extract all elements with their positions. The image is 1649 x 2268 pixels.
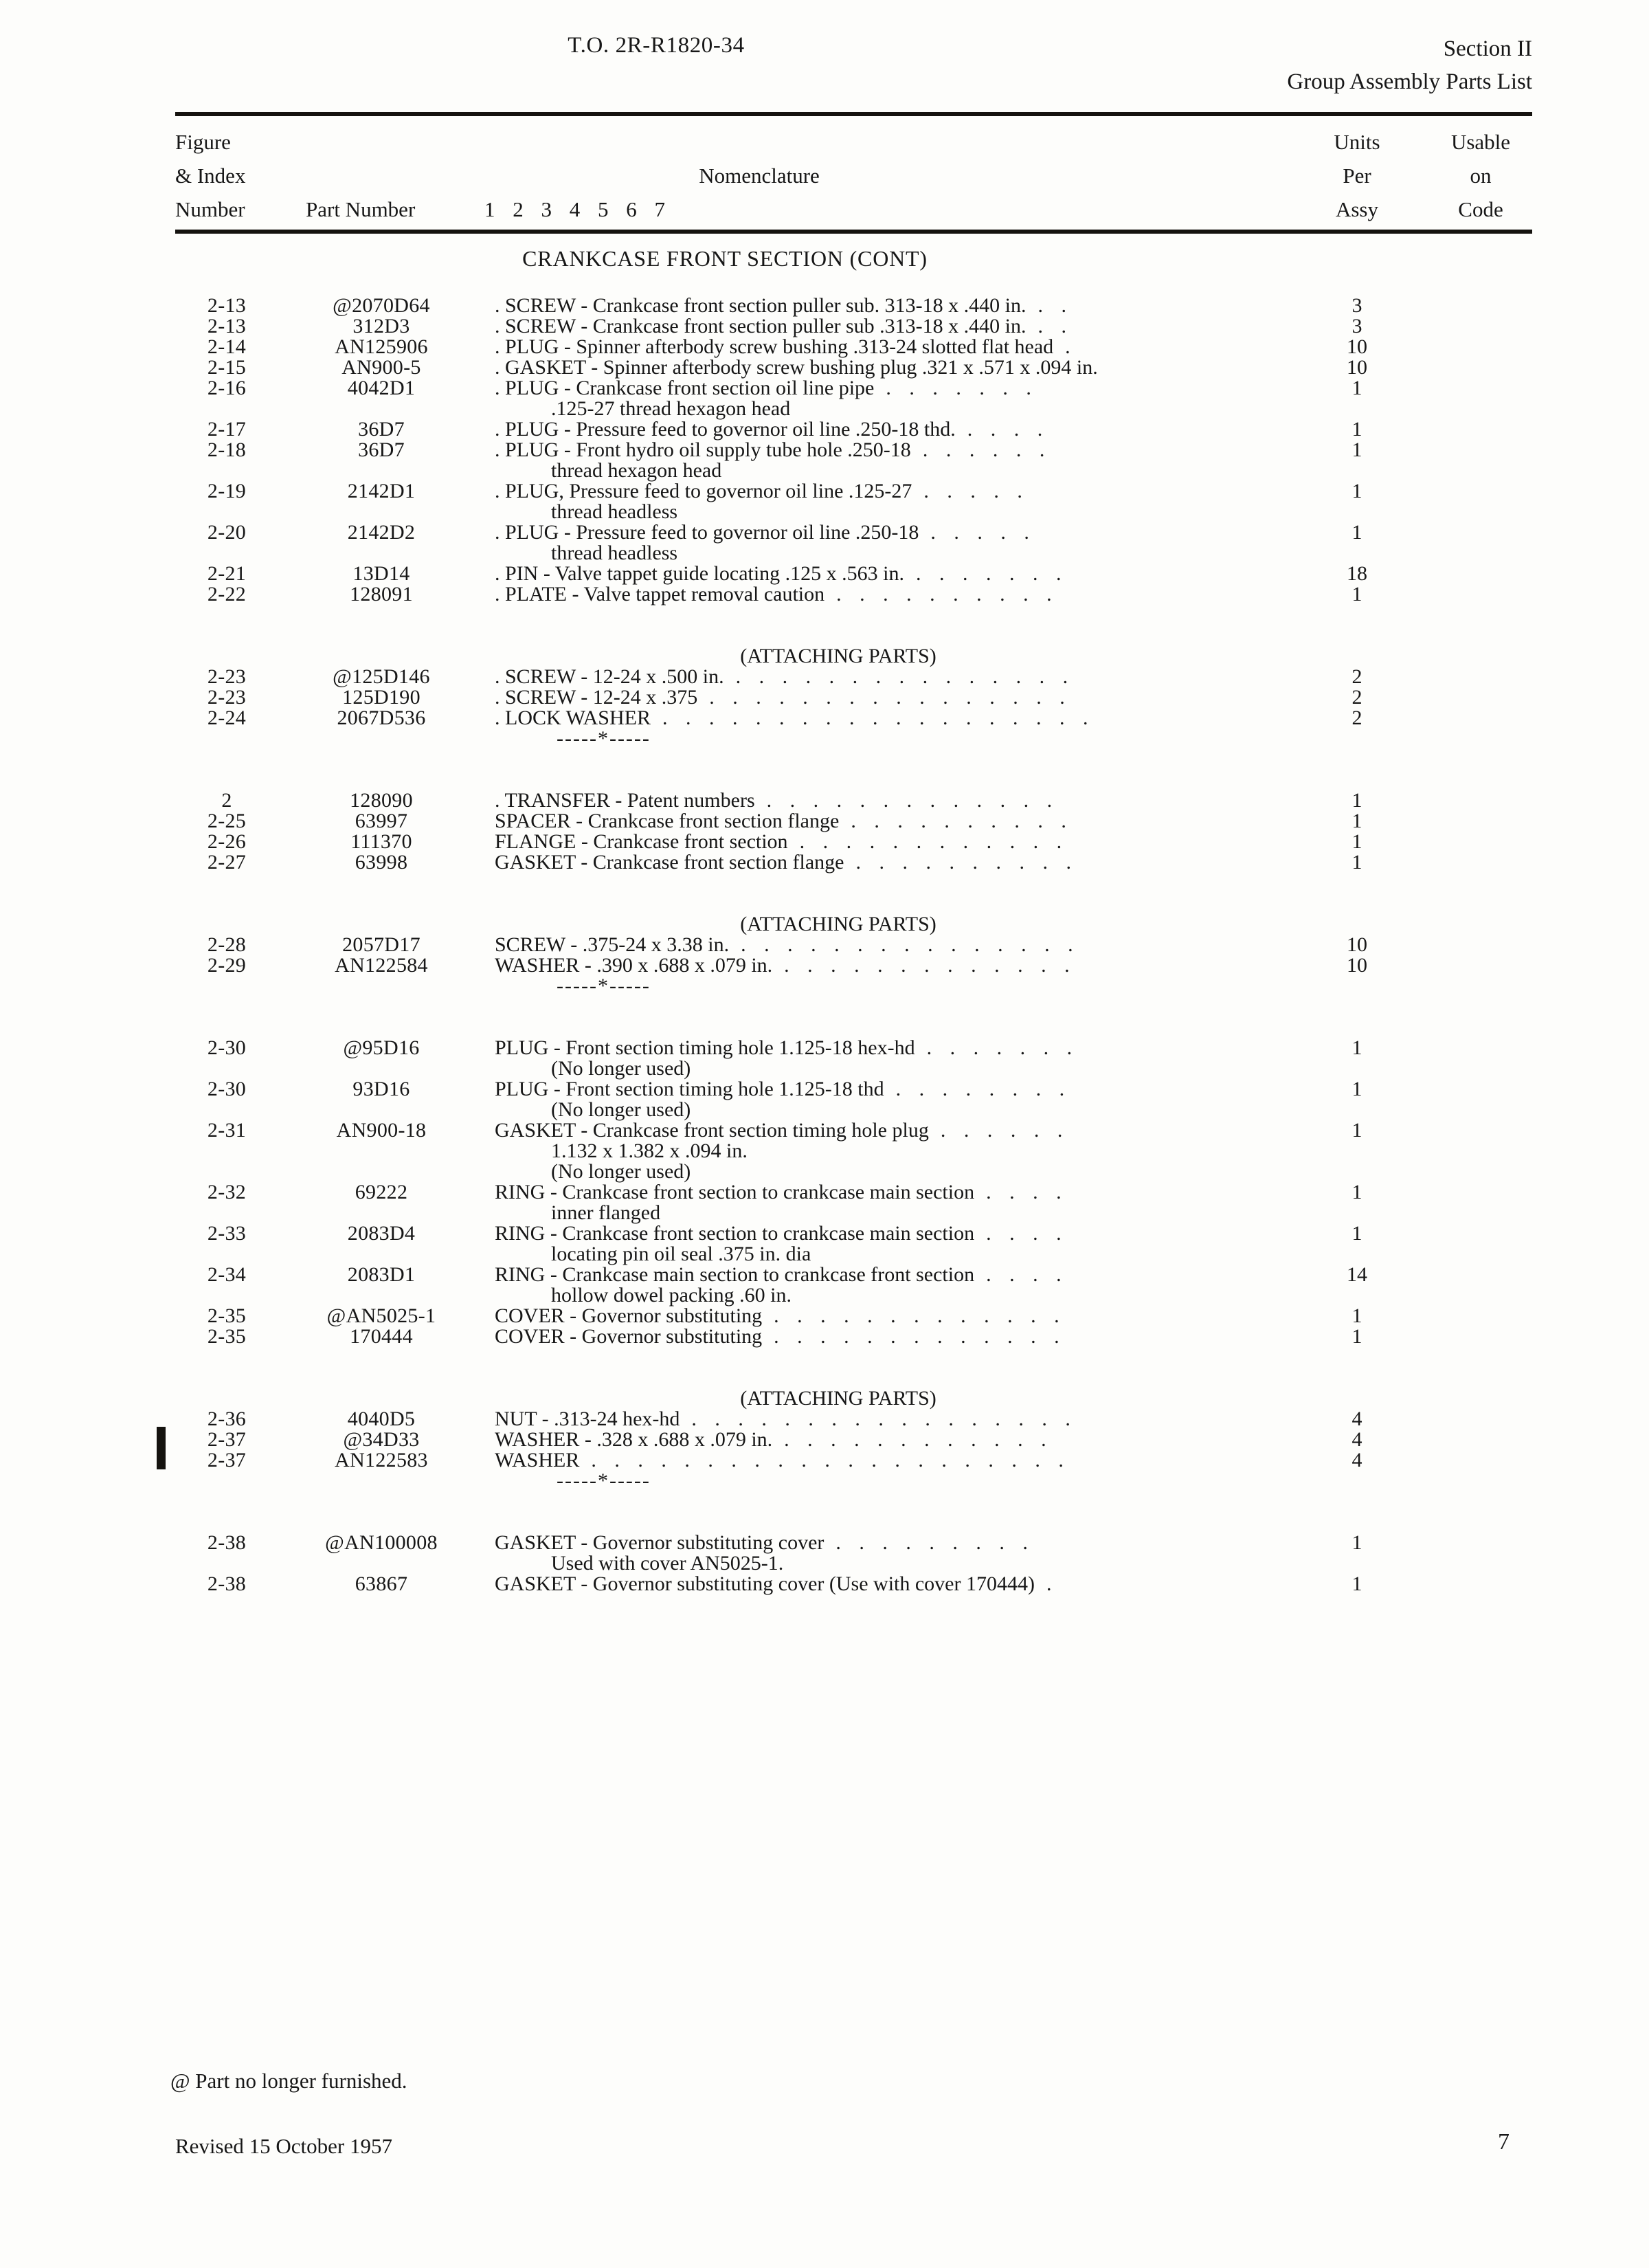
units-per-assy: 14 <box>1347 1263 1367 1286</box>
continuation-row <box>175 502 1532 522</box>
nomenclature-text: NUT - .313-24 hex-hd <box>495 1408 680 1430</box>
footnote: @ Part no longer furnished. <box>170 2069 407 2093</box>
attaching-parts-label: (ATTACHING PARTS) <box>740 1387 936 1410</box>
attaching-parts-label: (ATTACHING PARTS) <box>740 913 936 935</box>
table-row[interactable] <box>175 790 1532 811</box>
units-per-assy: 2 <box>1351 665 1362 688</box>
units-per-assy: 1 <box>1351 1304 1362 1327</box>
nomenclature-text: RING - Crankcase front section to crankcase main section <box>495 1222 975 1245</box>
nomenclature-text: COVER - Governor substituting <box>495 1325 763 1348</box>
nomenclature-text: PLUG - Front section timing hole 1.125-18 hex-hd <box>495 1036 915 1059</box>
table-row[interactable] <box>175 419 1532 440</box>
dot-leader: . . . . . . <box>928 1119 1069 1142</box>
dot-leader: . . . . . . . <box>874 377 1038 399</box>
figure-index-number: 2-17 <box>207 418 247 441</box>
dot-leader: . . . . . . . . . . . . . <box>762 1325 1066 1348</box>
part-number: @2070D64 <box>333 294 430 317</box>
figure-index-number: 2-21 <box>207 562 247 585</box>
dot-leader: . . . . . . . . . . . . . . . . . . . <box>650 707 1095 729</box>
column-header-per: Per <box>1343 164 1371 188</box>
table-row[interactable] <box>175 667 1532 687</box>
nomenclature-text: . PLUG - Pressure feed to governor oil line .250-18 <box>495 521 919 544</box>
group-separator-row <box>175 1471 1532 1491</box>
part-number: 63998 <box>355 851 408 874</box>
figure-index-number: 2-37 <box>207 1428 247 1451</box>
part-number: 312D3 <box>352 315 410 337</box>
figure-index-number: 2-28 <box>207 933 247 956</box>
continuation-row <box>175 399 1532 419</box>
part-number: 2067D536 <box>337 707 426 729</box>
nomenclature-continuation: inner flanged <box>551 1201 661 1224</box>
units-per-assy: 10 <box>1347 933 1367 956</box>
nomenclature-text: . SCREW - Crankcase front section puller sub. 313-18 x .440 in. <box>495 294 1027 317</box>
dot-leader: . . . . . . . . . . . . . . . <box>723 665 1075 688</box>
figure-index-number: 2-38 <box>207 1572 247 1595</box>
column-header-row <box>175 125 1532 227</box>
revision-change-bar <box>157 1427 166 1469</box>
dot-leader: . . . . <box>955 418 1049 441</box>
column-header-on: on <box>1470 164 1492 188</box>
dot-leader: . . . . . . . . . . . . . . . . . . . . . <box>579 1449 1070 1471</box>
continuation-row <box>175 1100 1532 1120</box>
part-number: @AN100008 <box>325 1531 438 1554</box>
table-row[interactable] <box>175 1182 1532 1203</box>
nomenclature-text: . PLUG - Front hydro oil supply tube hole .250-18 <box>495 438 911 461</box>
table-row[interactable] <box>175 296 1532 316</box>
header-right-block <box>1287 33 1532 99</box>
attaching-parts-heading <box>175 646 1532 667</box>
part-number: AN122584 <box>335 954 428 977</box>
units-per-assy: 2 <box>1351 686 1362 709</box>
nomenclature-continuation: thread hexagon head <box>551 459 722 482</box>
part-number: 2083D1 <box>347 1263 416 1286</box>
part-number: @95D16 <box>343 1036 420 1059</box>
units-per-assy: 1 <box>1351 1078 1362 1100</box>
continuation-row <box>175 543 1532 564</box>
table-row[interactable] <box>175 1223 1532 1244</box>
units-per-assy: 10 <box>1347 335 1367 358</box>
nomenclature-text: . SCREW - 12-24 x .375 <box>495 686 698 709</box>
figure-index-number: 2-23 <box>207 665 247 688</box>
dot-leader: . . . . . <box>912 480 1029 502</box>
dot-leader: . . . . . . . . . . . . . . . . . <box>680 1408 1077 1430</box>
units-per-assy: 10 <box>1347 954 1367 977</box>
dot-leader: . . . . . . . . . <box>824 1531 1035 1554</box>
units-per-assy: 1 <box>1351 438 1362 461</box>
table-row[interactable] <box>175 584 1532 605</box>
figure-index-number: 2-16 <box>207 377 247 399</box>
attaching-parts-label: (ATTACHING PARTS) <box>740 645 936 667</box>
part-number: 128090 <box>350 789 413 812</box>
part-number: 93D16 <box>352 1078 410 1100</box>
part-number: 111370 <box>350 830 412 853</box>
spacer-row <box>175 1017 1532 1038</box>
table-row[interactable] <box>175 1326 1532 1347</box>
figure-index-number: 2-13 <box>207 315 247 337</box>
part-number: 13D14 <box>352 562 410 585</box>
figure-index-number: 2-32 <box>207 1181 247 1203</box>
part-number: @34D33 <box>343 1428 420 1451</box>
units-per-assy: 1 <box>1351 418 1362 441</box>
part-number: 36D7 <box>358 418 405 441</box>
part-number: 63867 <box>355 1572 408 1595</box>
dot-leader: . . . . . . . . . . <box>839 810 1073 832</box>
dot-leader: . . . . . <box>919 521 1036 544</box>
units-per-assy: 1 <box>1351 1119 1362 1142</box>
column-header-assy: Assy <box>1335 197 1378 221</box>
group-separator-row <box>175 729 1532 749</box>
dot-leader: . . . . . . . <box>915 1036 1079 1059</box>
nomenclature-text: GASKET - Governor substituting cover <box>495 1531 824 1554</box>
star-separator: -----*----- <box>557 727 651 750</box>
dot-leader: . . . . <box>974 1181 1068 1203</box>
figure-index-number: 2-14 <box>207 335 247 358</box>
figure-index-number: 2-22 <box>207 583 247 605</box>
group-separator-row <box>175 976 1532 997</box>
figure-index-number: 2-23 <box>207 686 247 709</box>
figure-index-number: 2-30 <box>207 1078 247 1100</box>
table-row[interactable] <box>175 1306 1532 1326</box>
nomenclature-text: SCREW - .375-24 x 3.38 in. <box>495 933 730 956</box>
revision-date: Revised 15 October 1957 <box>175 2134 392 2158</box>
column-header-figure: Figure <box>175 130 231 154</box>
units-per-assy: 1 <box>1351 1325 1362 1348</box>
part-number: 170444 <box>350 1325 413 1348</box>
table-row[interactable] <box>175 337 1532 357</box>
units-per-assy: 1 <box>1351 1531 1362 1554</box>
spacer-row <box>175 749 1532 770</box>
dot-leader: . . . . . . . . . . . . . <box>762 1304 1066 1327</box>
units-per-assy: 1 <box>1351 377 1362 399</box>
nomenclature-text: . TRANSFER - Patent numbers <box>495 789 755 812</box>
units-per-assy: 4 <box>1351 1428 1362 1451</box>
table-row[interactable] <box>175 687 1532 708</box>
nomenclature-text: . SCREW - Crankcase front section puller sub .313-18 x .440 in. <box>495 315 1027 337</box>
nomenclature-text: RING - Crankcase main section to crankcase front section <box>495 1263 975 1286</box>
table-row[interactable] <box>175 811 1532 832</box>
nomenclature-continuation: Used with cover AN5025-1. <box>551 1552 784 1575</box>
figure-index-number: 2-24 <box>207 707 247 729</box>
nomenclature-text: WASHER <box>495 1449 580 1471</box>
dot-leader: . . . . . . . . . . <box>844 851 1078 874</box>
figure-index-number: 2-20 <box>207 521 247 544</box>
units-per-assy: 1 <box>1351 789 1362 812</box>
dot-leader: . . . . . . . . . . . . . . . . <box>697 686 1072 709</box>
nomenclature-text: RING - Crankcase front section to crankcase main section <box>495 1181 975 1203</box>
continuation-row <box>175 460 1532 481</box>
nomenclature-text: GASKET - Governor substituting cover (Use with cover 170444) <box>495 1572 1035 1595</box>
units-per-assy: 1 <box>1351 1572 1362 1595</box>
part-number: AN125906 <box>335 335 428 358</box>
column-header-units: Units <box>1334 130 1380 154</box>
units-per-assy: 1 <box>1351 810 1362 832</box>
column-header-code: Code <box>1458 197 1503 221</box>
table-row[interactable] <box>175 522 1532 543</box>
dot-leader: . . . . . . . . . . . . <box>772 1428 1053 1451</box>
dot-leader: . . . . . . . . <box>884 1078 1071 1100</box>
table-row[interactable] <box>175 481 1532 502</box>
section-label: Section II <box>1443 36 1532 61</box>
parts-list-table <box>175 296 1532 1594</box>
units-per-assy: 1 <box>1351 1181 1362 1203</box>
spacer-row <box>175 1347 1532 1368</box>
part-number: 2142D1 <box>347 480 416 502</box>
dot-leader: . . . . . . . . . . . . <box>787 830 1068 853</box>
table-row[interactable] <box>175 1409 1532 1430</box>
spacer-row <box>175 1491 1532 1512</box>
table-row[interactable] <box>175 440 1532 460</box>
dot-leader: . . . . <box>974 1263 1068 1286</box>
figure-index-number: 2-29 <box>207 954 247 977</box>
nomenclature-text: SPACER - Crankcase front section flange <box>495 810 840 832</box>
header-rule-bottom <box>175 230 1532 234</box>
nomenclature-continuation: (No longer used) <box>551 1057 691 1080</box>
part-number: 4040D5 <box>347 1408 416 1430</box>
table-row[interactable] <box>175 935 1532 955</box>
nomenclature-continuation: locating pin oil seal .375 in. dia <box>551 1243 811 1265</box>
star-separator: -----*----- <box>557 1469 651 1492</box>
part-number: 63997 <box>355 810 408 832</box>
spacer-row <box>175 893 1532 914</box>
attaching-parts-heading <box>175 914 1532 935</box>
figure-index-number: 2-15 <box>207 356 247 379</box>
units-per-assy: 1 <box>1351 1036 1362 1059</box>
spacer-row <box>175 770 1532 790</box>
part-number: 36D7 <box>358 438 405 461</box>
part-number: AN900-5 <box>341 356 421 379</box>
figure-index-number: 2-30 <box>207 1036 247 1059</box>
table-row[interactable] <box>175 357 1532 378</box>
nomenclature-text: GASKET - Crankcase front section flange <box>495 851 844 874</box>
nomenclature-text: . PLUG - Spinner afterbody screw bushing .313-24 slotted flat head <box>495 335 1054 358</box>
figure-index-number: 2-36 <box>207 1408 247 1430</box>
table-row[interactable] <box>175 1450 1532 1471</box>
page-header <box>175 33 1532 109</box>
units-per-assy: 3 <box>1351 315 1362 337</box>
table-row[interactable] <box>175 1079 1532 1100</box>
dot-leader: . . . . . . . . . . . . . <box>754 789 1059 812</box>
figure-index-number: 2-35 <box>207 1304 247 1327</box>
table-row[interactable] <box>175 1430 1532 1450</box>
star-separator: -----*----- <box>557 975 651 997</box>
column-header-indent-digits: 1 2 3 4 5 6 7 <box>484 197 671 221</box>
nomenclature-text: WASHER - .328 x .688 x .079 in. <box>495 1428 773 1451</box>
nomenclature-text: . SCREW - 12-24 x .500 in. <box>495 665 724 688</box>
figure-index-number: 2-26 <box>207 830 247 853</box>
part-number: 2142D2 <box>347 521 416 544</box>
table-row[interactable] <box>175 852 1532 873</box>
table-row[interactable] <box>175 708 1532 729</box>
units-per-assy: 4 <box>1351 1408 1362 1430</box>
table-row[interactable] <box>175 1265 1532 1285</box>
nomenclature-continuation: (No longer used) <box>551 1098 691 1121</box>
part-number: 2083D4 <box>347 1222 416 1245</box>
attaching-parts-heading <box>175 1388 1532 1409</box>
nomenclature-text: . PLUG - Crankcase front section oil line pipe <box>495 377 875 399</box>
part-number: 2057D17 <box>342 933 420 956</box>
header-subtitle: Group Assembly Parts List <box>1287 69 1532 94</box>
dot-leader: . . . . . . . . . . . . . <box>772 954 1077 977</box>
dot-leader: . . . . . . . . . . . . . . . <box>729 933 1080 956</box>
units-per-assy: 10 <box>1347 356 1367 379</box>
spacer-row <box>175 1512 1532 1533</box>
table-row[interactable] <box>175 832 1532 852</box>
figure-index-number: 2-19 <box>207 480 247 502</box>
page-number: 7 <box>1498 2129 1510 2155</box>
units-per-assy: 3 <box>1351 294 1362 317</box>
units-per-assy: 1 <box>1351 521 1362 544</box>
nomenclature-text: PLUG - Front section timing hole 1.125-18 thd <box>495 1078 884 1100</box>
spacer-row <box>175 605 1532 625</box>
nomenclature-text: COVER - Governor substituting <box>495 1304 763 1327</box>
table-row[interactable] <box>175 955 1532 976</box>
units-per-assy: 1 <box>1351 830 1362 853</box>
table-row[interactable] <box>175 1574 1532 1594</box>
figure-index-number: 2-13 <box>207 294 247 317</box>
part-number: AN122583 <box>335 1449 428 1471</box>
nomenclature-continuation: thread headless <box>551 500 678 523</box>
nomenclature-text: . PIN - Valve tappet guide locating .125 x .563 in. <box>495 562 905 585</box>
figure-index-number: 2-35 <box>207 1325 247 1348</box>
nomenclature-text: FLANGE - Crankcase front section <box>495 830 788 853</box>
part-number: 4042D1 <box>347 377 416 399</box>
table-row[interactable] <box>175 316 1532 337</box>
figure-index-number: 2 <box>221 789 232 812</box>
figure-index-number: 2-25 <box>207 810 247 832</box>
dot-leader: . . <box>1026 294 1073 317</box>
nomenclature-text: GASKET - Crankcase front section timing hole plug <box>495 1119 929 1142</box>
continuation-row <box>175 1161 1532 1182</box>
nomenclature-text: . GASKET - Spinner afterbody screw bushing plug .321 x .571 x .094 in. <box>495 356 1098 379</box>
table-row[interactable] <box>175 1120 1532 1141</box>
nomenclature-text: . PLUG - Pressure feed to governor oil line .250-18 thd. <box>495 418 956 441</box>
nomenclature-text: . LOCK WASHER <box>495 707 651 729</box>
figure-index-number: 2-31 <box>207 1119 247 1142</box>
figure-index-number: 2-33 <box>207 1222 247 1245</box>
units-per-assy: 18 <box>1347 562 1367 585</box>
units-per-assy: 2 <box>1351 707 1362 729</box>
dot-leader: . <box>1053 335 1077 358</box>
dot-leader: . . . . . . . . . . <box>824 583 1059 605</box>
continuation-row <box>175 1285 1532 1306</box>
table-row[interactable] <box>175 378 1532 399</box>
dot-leader: . . <box>1026 315 1073 337</box>
part-number: @AN5025-1 <box>326 1304 436 1327</box>
dot-leader: . . . . . . . <box>904 562 1068 585</box>
continuation-row <box>175 1203 1532 1223</box>
column-header-nomenclature: Nomenclature <box>699 164 820 188</box>
nomenclature-text: . PLATE - Valve tappet removal caution <box>495 583 825 605</box>
part-number: @125D146 <box>333 665 430 688</box>
figure-index-number: 2-37 <box>207 1449 247 1471</box>
section-title: CRANKCASE FRONT SECTION (CONT) <box>522 246 928 271</box>
figure-index-number: 2-27 <box>207 851 247 874</box>
spacer-row <box>175 1368 1532 1388</box>
units-per-assy: 1 <box>1351 480 1362 502</box>
part-number: 125D190 <box>342 686 420 709</box>
spacer-row <box>175 997 1532 1017</box>
part-number: AN900-18 <box>336 1119 427 1142</box>
continuation-row <box>175 1553 1532 1574</box>
nomenclature-continuation: hollow dowel packing .60 in. <box>551 1284 792 1307</box>
spacer-row <box>175 873 1532 893</box>
document-number: T.O. 2R-R1820-34 <box>568 33 745 58</box>
part-number: 128091 <box>350 583 413 605</box>
part-number: 69222 <box>355 1181 408 1203</box>
dot-leader: . <box>1034 1572 1058 1595</box>
figure-index-number: 2-18 <box>207 438 247 461</box>
nomenclature-continuation: 1.132 x 1.382 x .094 in. <box>551 1139 748 1162</box>
units-per-assy: 1 <box>1351 851 1362 874</box>
units-per-assy: 4 <box>1351 1449 1362 1471</box>
column-header-index: & Index <box>175 164 246 188</box>
column-header-number: Number <box>175 197 245 221</box>
nomenclature-continuation: thread headless <box>551 542 678 564</box>
nomenclature-continuation: (No longer used) <box>551 1160 691 1183</box>
continuation-row <box>175 1058 1532 1079</box>
units-per-assy: 1 <box>1351 583 1362 605</box>
spacer-row <box>175 625 1532 646</box>
nomenclature-continuation: .125-27 thread hexagon head <box>551 397 791 420</box>
table-row[interactable] <box>175 564 1532 584</box>
nomenclature-text: WASHER - .390 x .688 x .079 in. <box>495 954 773 977</box>
header-rule-top <box>175 112 1532 116</box>
continuation-row <box>175 1141 1532 1161</box>
column-header-usable: Usable <box>1450 130 1511 154</box>
figure-index-number: 2-38 <box>207 1531 247 1554</box>
nomenclature-text: . PLUG, Pressure feed to governor oil line .125-27 <box>495 480 912 502</box>
table-row[interactable] <box>175 1533 1532 1553</box>
column-header-part-number: Part Number <box>306 197 416 221</box>
figure-index-number: 2-34 <box>207 1263 247 1286</box>
dot-leader: . . . . . . <box>910 438 1051 461</box>
continuation-row <box>175 1244 1532 1265</box>
table-row[interactable] <box>175 1038 1532 1058</box>
units-per-assy: 1 <box>1351 1222 1362 1245</box>
dot-leader: . . . . <box>974 1222 1068 1245</box>
